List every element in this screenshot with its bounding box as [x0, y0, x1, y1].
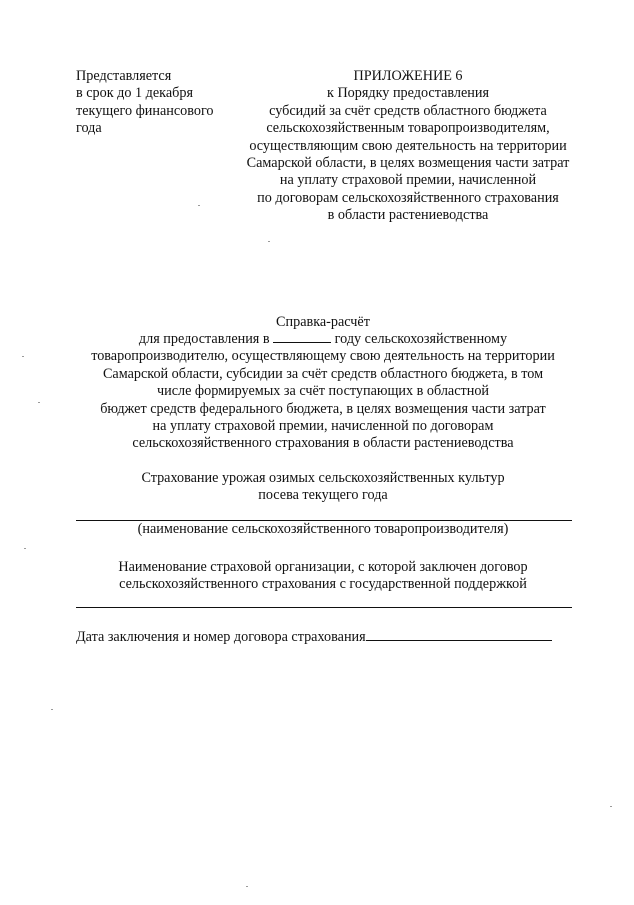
contract-date-number — [76, 626, 576, 646]
certificate-line: числе формируемых за счёт поступающих в областной — [156, 383, 490, 400]
appendix-header — [232, 68, 584, 225]
scan-speck — [198, 205, 200, 206]
appendix-line: к Порядку предоставления — [327, 85, 489, 102]
producer-name-caption: (наименование сельскохозяйственного товаропроизводителя) — [137, 521, 509, 537]
appendix-line: в области растениеводства — [327, 207, 489, 224]
submission-note-line: Представляется — [76, 68, 172, 84]
insurance-type-line: Страхование урожая озимых сельскохозяйственных культур — [141, 470, 505, 486]
scan-speck — [24, 548, 26, 549]
submission-note-line: текущего финансового — [76, 102, 214, 119]
insurer-name-field[interactable] — [76, 607, 572, 608]
appendix-line: по договорам сельскохозяйственного страхования — [257, 189, 559, 206]
certificate-line: на уплату страховой премии, начисленной по договорам — [152, 418, 494, 435]
year-blank-field[interactable] — [273, 330, 331, 343]
insurance-type — [60, 470, 586, 505]
certificate-line1-end: году сельскохозяйственному — [334, 331, 508, 347]
insurer-label-line: Наименование страховой организации, с которой заключен договор — [118, 559, 528, 575]
appendix-line: сельскохозяйственным товаропроизводителям, — [266, 120, 550, 137]
scan-speck — [38, 402, 40, 403]
certificate-line1-start: для предоставления в — [138, 331, 270, 347]
certificate-line: Самарской области, субсидии за счёт средств областного бюджета, в том — [102, 365, 544, 382]
scan-speck — [268, 241, 270, 242]
submission-note-line: в срок до 1 декабря — [76, 85, 193, 102]
scan-speck — [610, 806, 612, 807]
certificate-line-with-blank — [60, 330, 586, 348]
appendix-line: осуществляющим свою деятельность на территории — [249, 137, 567, 154]
scan-speck — [22, 356, 24, 357]
certificate-title: Справка-расчёт — [276, 314, 370, 330]
appendix-title: ПРИЛОЖЕНИЕ 6 — [353, 68, 463, 84]
appendix-line: Самарской области, в целях возмещения части затрат — [246, 155, 570, 172]
insurance-type-line: посева текущего года — [258, 487, 388, 504]
certificate-line: бюджет средств федерального бюджета, в целях возмещения части затрат — [100, 400, 546, 417]
certificate-line: сельскохозяйственного страхования в области растениеводства — [132, 435, 514, 452]
contract-field[interactable] — [366, 626, 552, 641]
scan-speck — [51, 709, 53, 710]
insurer-label-line: сельскохозяйственного страхования с государственной поддержкой — [119, 576, 527, 593]
scan-speck — [246, 886, 248, 887]
appendix-line: на уплату страховой премии, начисленной — [279, 172, 537, 189]
submission-note — [76, 68, 246, 138]
submission-note-line: года — [76, 120, 102, 137]
certificate-line: товаропроизводителю, осуществляющему свою деятельность на территории — [91, 348, 555, 365]
appendix-line: субсидий за счёт средств областного бюджета — [269, 102, 547, 119]
insurer-label — [60, 559, 586, 594]
contract-label: Дата заключения и номер договора страхования — [76, 629, 366, 645]
certificate-body — [60, 330, 586, 453]
